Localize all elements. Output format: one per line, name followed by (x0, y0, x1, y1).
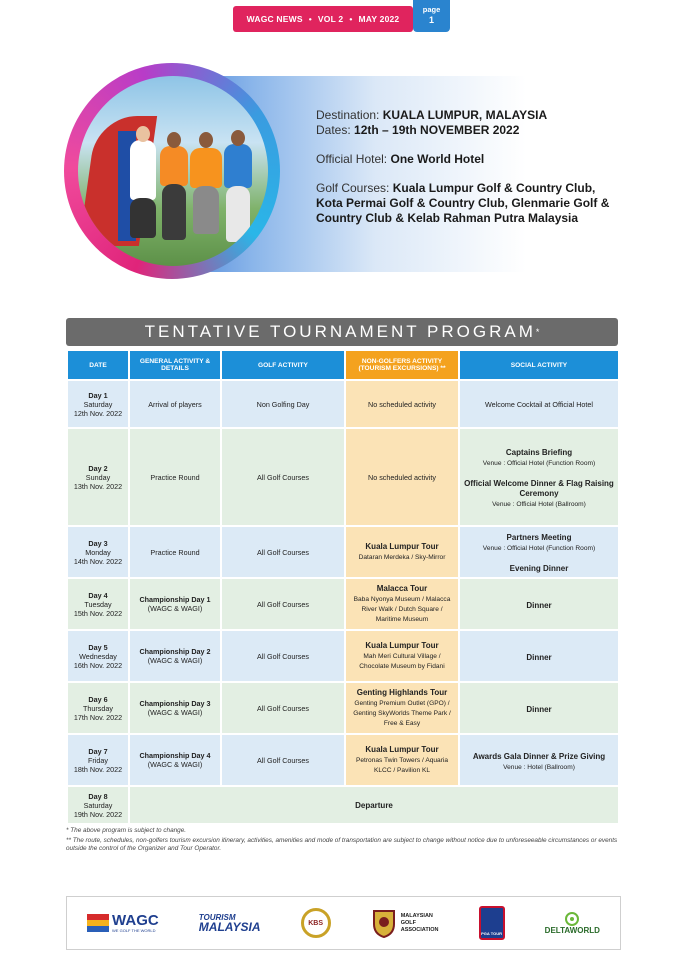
cell-social (460, 381, 618, 427)
deltaworld-logo (545, 912, 600, 935)
cell-non-golfers (346, 527, 458, 577)
date: 17th Nov. 2022 (73, 712, 123, 722)
event-info (316, 108, 616, 226)
general-sub: (WAGC & WAGI) (147, 604, 203, 613)
table-row (68, 579, 618, 629)
cell-golf: Non Golfing Day (222, 381, 344, 427)
weekday: Thursday (83, 703, 113, 713)
tourism-malaysia-logo (199, 913, 261, 933)
cell-social (460, 735, 618, 785)
wagc-tagline: WE GOLF THE WORLD (112, 928, 156, 933)
golfer-figure (160, 146, 188, 186)
hotel-label: Official Hotel: (316, 152, 391, 166)
cell-general (130, 683, 220, 733)
general-activity: Arrival of players (148, 399, 202, 409)
table-row (68, 631, 618, 681)
cell-non-golfers (346, 381, 458, 427)
mga-line1: MALAYSIAN (400, 912, 433, 919)
cell-social (460, 579, 618, 629)
social-title: Official Welcome Dinner & Flag Raising Ceremony (464, 479, 614, 498)
program-title-text: TENTATIVE TOURNAMENT PROGRAM (144, 322, 536, 341)
social-detail: Welcome Cocktail at Official Hotel (485, 399, 593, 409)
general-sub: (WAGC & WAGI) (147, 708, 203, 717)
cell-departure: Departure (130, 787, 618, 823)
golfer-figure (190, 148, 222, 188)
pga-text: PGA TOUR (481, 931, 503, 936)
sponsor-logos (66, 896, 621, 950)
date: 19th Nov. 2022 (73, 809, 123, 819)
tour-title: Genting Highlands Tour (356, 688, 448, 697)
day-label: Day 1 (88, 390, 108, 400)
weekday: Saturday (83, 800, 113, 810)
tour-detail: Mah Meri Cultural Village / Chocolate Museum by Fidani (359, 653, 445, 670)
tourism-line2: MALAYSIA (198, 920, 261, 934)
cell-golf: All Golf Courses (222, 735, 344, 785)
social-title: Captains Briefing (505, 448, 573, 457)
cell-non-golfers (346, 579, 458, 629)
day-label: Day 2 (88, 463, 108, 473)
general-activity: Championship Day 2 (139, 647, 211, 656)
weekday: Monday (85, 547, 111, 557)
mga-line3: ASSOCIATION (400, 926, 439, 933)
cell-date (68, 429, 128, 525)
cell-social (460, 429, 618, 525)
cell-general (130, 381, 220, 427)
kbs-logo (301, 908, 331, 938)
golfer-head (136, 126, 150, 142)
general-activity: Championship Day 1 (139, 595, 211, 604)
cell-date (68, 735, 128, 785)
cell-general (130, 735, 220, 785)
social-title: Partners Meeting (506, 533, 572, 542)
cell-date (68, 683, 128, 733)
tag-separator: • (308, 14, 312, 24)
table-row (68, 735, 618, 785)
golfer-figure (224, 144, 252, 188)
cell-social (460, 683, 618, 733)
wagc-text: WAGC (112, 912, 159, 929)
date: 15th Nov. 2022 (73, 608, 123, 618)
program-title (66, 318, 618, 346)
cell-non-golfers (346, 683, 458, 733)
table-row (68, 787, 618, 823)
pga-tour-logo (479, 906, 505, 940)
date: 13th Nov. 2022 (73, 481, 123, 491)
table-row (68, 683, 618, 733)
cell-non-golfers (346, 429, 458, 525)
header-general: GENERAL ACTIVITY & DETAILS (130, 351, 220, 379)
courses-line (316, 181, 616, 226)
tour-detail: Genting Premium Outlet (GPO) / Genting SkyWorlds Theme Park / Free & Easy (353, 700, 451, 727)
cell-general (130, 631, 220, 681)
tag-separator: • (349, 14, 353, 24)
day-label: Day 7 (88, 746, 108, 756)
cell-date (68, 579, 128, 629)
general-sub: (WAGC & WAGI) (147, 656, 203, 665)
header-non-golfers: NON-GOLFERS ACTIVITY (TOURISM EXCURSIONS) ** (346, 351, 458, 379)
golfer-figure (162, 184, 186, 240)
social-detail: Venue : Hotel (Ballroom) (503, 763, 575, 771)
cell-golf: All Golf Courses (222, 429, 344, 525)
cell-social (460, 631, 618, 681)
weekday: Sunday (85, 472, 111, 482)
cell-general (130, 527, 220, 577)
issue-tag (233, 6, 413, 32)
social-title: Awards Gala Dinner & Prize Giving (472, 751, 606, 761)
weekday: Wednesday (79, 651, 117, 661)
social-title: Dinner (526, 652, 552, 662)
golfer-figure (130, 140, 156, 200)
footnote: ** The route, schedules, non-golfers tourism excursion itinerary, activities, amenities and mode of transportation are subject to change without notice due to unforeseeable circumstances or events outside the control of the Organizer and Tour Operator. (66, 837, 618, 852)
table-row (68, 381, 618, 427)
golfers-photo (78, 76, 268, 266)
cell-date (68, 787, 128, 823)
tour-title: Kuala Lumpur Tour (365, 745, 439, 754)
social-title: Dinner (526, 600, 552, 610)
date: 16th Nov. 2022 (73, 660, 123, 670)
cell-golf: All Golf Courses (222, 631, 344, 681)
issue-tag-date: MAY 2022 (358, 14, 400, 24)
day-label: Day 3 (88, 538, 108, 548)
cell-social (460, 527, 618, 577)
header-social: SOCIAL ACTIVITY (460, 351, 618, 379)
program-table (66, 349, 620, 825)
cell-golf: All Golf Courses (222, 683, 344, 733)
deltaworld-globe-icon (565, 912, 579, 926)
golfer-figure (193, 186, 219, 234)
cell-date (68, 527, 128, 577)
day-label: Day 8 (88, 791, 108, 801)
tour-detail: Dataran Merdeka / Sky-Mirror (358, 554, 446, 561)
mga-logo (371, 908, 439, 938)
table-row (68, 527, 618, 577)
general-activity: Practice Round (150, 547, 200, 557)
dates-line (316, 123, 616, 138)
dates-label: Dates: (316, 123, 355, 137)
cell-non-golfers (346, 735, 458, 785)
table-header-row (68, 351, 618, 379)
social-title: Evening Dinner (509, 564, 569, 573)
mga-crest-icon (371, 908, 397, 938)
destination-label: Destination: (316, 108, 383, 122)
general-activity: Practice Round (150, 472, 200, 482)
cell-golf: All Golf Courses (222, 527, 344, 577)
social-detail: Venue : Official Hotel (Ballroom) (492, 501, 586, 508)
general-sub: (WAGC & WAGI) (147, 760, 203, 769)
tour-detail: Petronas Twin Towers / Aquaria KLCC / Pavilion KL (355, 757, 449, 774)
courses-value: Kuala Lumpur Golf & Country Club, Kota Permai Golf & Country Club, Glenmarie Golf & Country Club & Kelab Rahman Putra Malaysia (316, 181, 610, 225)
footnote: * The above program is subject to change. (66, 827, 187, 834)
cell-date (68, 381, 128, 427)
date: 14th Nov. 2022 (73, 556, 123, 566)
courses-label: Golf Courses: (316, 181, 393, 195)
golfer-figure (130, 198, 156, 238)
date: 18th Nov. 2022 (73, 764, 123, 774)
day-label: Day 6 (88, 694, 108, 704)
weekday: Friday (88, 755, 108, 765)
page-number-box (413, 0, 450, 32)
hotel-value: One World Hotel (390, 152, 485, 166)
tour-title: Kuala Lumpur Tour (365, 542, 439, 551)
golfer-head (231, 130, 245, 146)
wagc-flag-icon (87, 914, 109, 932)
kbs-text: KBS (301, 908, 331, 938)
date: 12th Nov. 2022 (73, 408, 123, 418)
day-label: Day 5 (88, 642, 108, 652)
golfer-head (199, 132, 213, 148)
page-number: 1 (428, 15, 434, 25)
general-activity: Championship Day 3 (139, 699, 211, 708)
program-title-mark: * (535, 327, 540, 337)
table-row (68, 429, 618, 525)
social-title: Dinner (526, 704, 552, 714)
tourism-line1: TOURISM (198, 913, 236, 922)
hotel-line (316, 152, 616, 167)
header-golf: GOLF ACTIVITY (222, 351, 344, 379)
tour-title: Malacca Tour (376, 584, 428, 593)
deltaworld-text: DELTAWORLD (544, 925, 600, 935)
tour-detail: No scheduled activity (368, 472, 436, 482)
cell-date (68, 631, 128, 681)
day-label: Day 4 (88, 590, 108, 600)
tour-detail: No scheduled activity (368, 399, 436, 409)
issue-tag-volume: VOL 2 (317, 14, 344, 24)
issue-tag-name: WAGC NEWS (246, 14, 303, 24)
footnotes (66, 827, 626, 855)
cell-general (130, 429, 220, 525)
general-activity: Championship Day 4 (139, 751, 211, 760)
cell-non-golfers (346, 631, 458, 681)
weekday: Tuesday (84, 599, 112, 609)
tour-detail: Baba Nyonya Museum / Malacca River Walk / Dutch Square / Maritime Museum (353, 596, 451, 623)
golfer-head (167, 132, 181, 148)
tour-title: Kuala Lumpur Tour (365, 641, 439, 650)
program-body (68, 381, 618, 823)
social-detail: Venue : Official Hotel (Function Room) (482, 545, 596, 552)
dates-value: 12th – 19th NOVEMBER 2022 (354, 123, 520, 137)
mga-line2: GOLF (400, 919, 416, 926)
golfer-figure (226, 186, 250, 242)
destination-value: KUALA LUMPUR, MALAYSIA (382, 108, 548, 122)
cell-general (130, 579, 220, 629)
destination-line (316, 108, 616, 123)
wagc-logo (87, 913, 159, 933)
header-date: DATE (68, 351, 128, 379)
page-label: page (422, 5, 441, 14)
cell-golf: All Golf Courses (222, 579, 344, 629)
social-detail: Venue : Official Hotel (Function Room) (482, 460, 596, 467)
weekday: Saturday (83, 399, 113, 409)
